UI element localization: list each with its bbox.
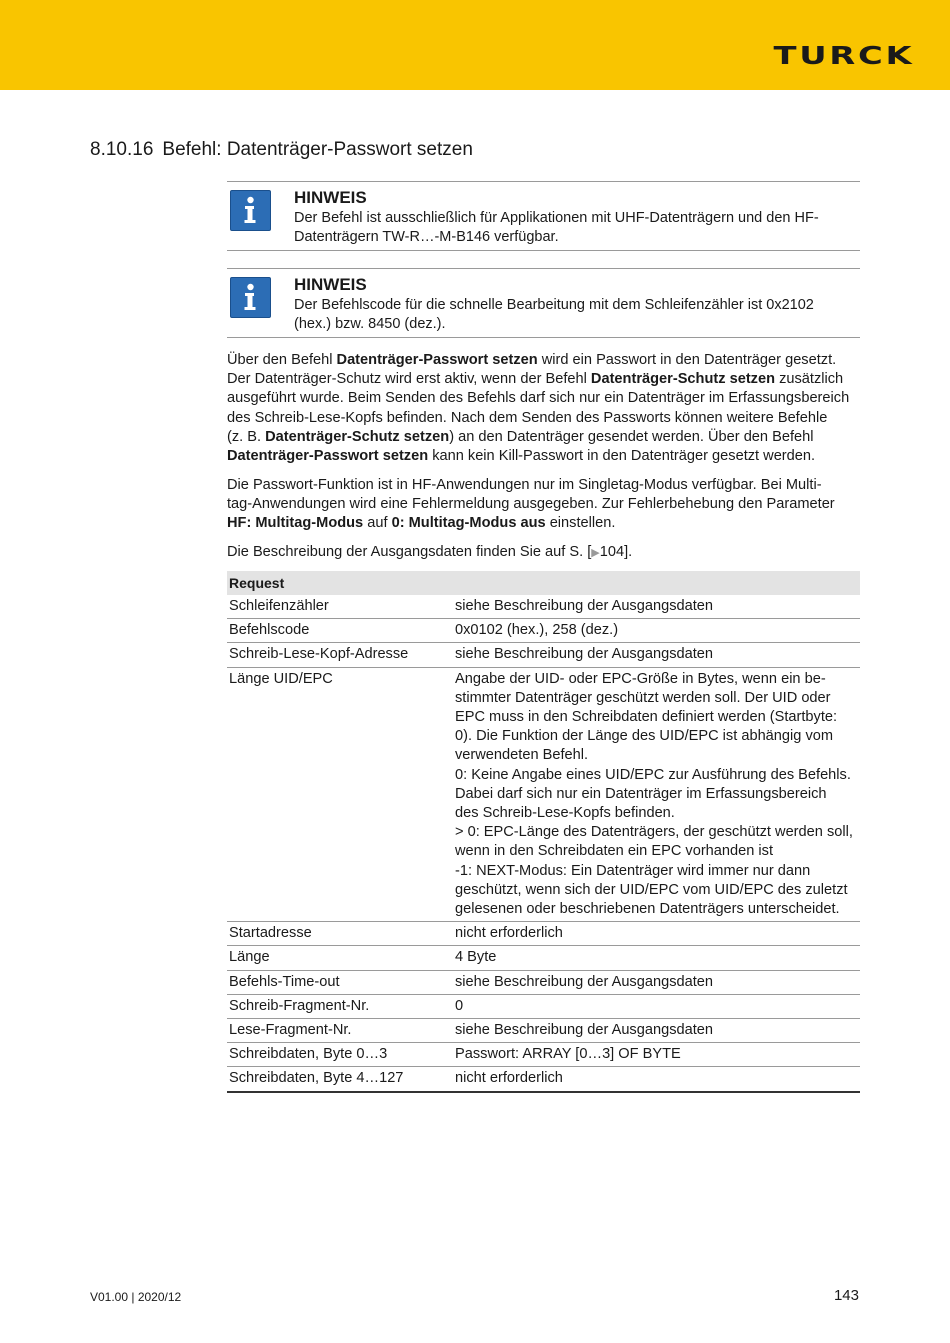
table-row: [227, 1019, 860, 1043]
description-line: siehe Beschreibung der Ausgangsdaten: [455, 973, 714, 990]
table-row: [227, 922, 860, 946]
section-heading: [90, 139, 473, 161]
description-line: wenn in den Schreibdaten ein EPC vorhanden ist: [455, 843, 774, 860]
row-parameter: Befehlscode: [227, 619, 455, 643]
page-ref-arrow-icon: ▶: [591, 547, 600, 559]
description-line: -1: NEXT-Modus: Ein Datenträger wird immer nur dann: [455, 862, 811, 879]
note-title: HINWEIS: [294, 275, 367, 294]
table-header-row: [227, 571, 860, 595]
para-line: ausgeführt wurde. Beim Senden des Befehls darf sich nur ein Datenträger im Erfassungsbereich: [227, 390, 850, 407]
info-icon: [230, 277, 271, 318]
row-description: [455, 667, 860, 922]
para-line: Der Datenträger-Schutz wird erst aktiv, wenn der Befehl Datenträger-Schutz setzen zusätzlich: [227, 371, 844, 388]
note-box-1: [227, 181, 860, 251]
info-icon: [230, 190, 271, 231]
description-line: verwendeten Befehl.: [455, 747, 589, 764]
note-text: [294, 296, 854, 334]
row-parameter: Befehls-Time-out: [227, 970, 455, 994]
row-description: [455, 643, 860, 667]
description-line: 0: Keine Angabe eines UID/EPC zur Ausführung des Befehls.: [455, 766, 851, 783]
turck-logo: TURCK: [773, 41, 914, 70]
footer-version: V01.00 | 2020/12: [90, 1290, 182, 1304]
row-parameter: Lese-Fragment-Nr.: [227, 1019, 455, 1043]
paragraph-2: [227, 476, 867, 534]
description-line: Passwort: ARRAY [0…3] OF BYTE: [455, 1046, 681, 1063]
section-title: Befehl: Datenträger-Passwort setzen: [162, 139, 473, 160]
note-line: Der Befehl ist ausschließlich für Applikationen mit UHF-Datenträgern und den HF-: [294, 210, 819, 226]
para-line: Datenträger-Passwort setzen kann kein Kill-Passwort in den Datenträger gesetzt werden.: [227, 448, 816, 465]
description-line: siehe Beschreibung der Ausgangsdaten: [455, 1022, 714, 1039]
description-line: nicht erforderlich: [455, 1070, 563, 1087]
header-bar: [0, 0, 950, 90]
description-line: siehe Beschreibung der Ausgangsdaten: [455, 646, 714, 663]
description-line: gelesenen oder beschriebenen Datenträgers unterscheidet.: [455, 901, 840, 918]
request-table: [227, 571, 860, 1093]
row-parameter: Schreibdaten, Byte 0…3: [227, 1043, 455, 1067]
table-row: [227, 667, 860, 922]
row-description: [455, 595, 860, 619]
para-line: Über den Befehl Datenträger-Passwort setzen wird ein Passwort in den Datenträger gesetzt.: [227, 352, 837, 368]
note-line: Der Befehlscode für die schnelle Bearbeitung mit dem Schleifenzähler ist 0x2102: [294, 297, 814, 313]
row-description: [455, 922, 860, 946]
row-description: [455, 970, 860, 994]
description-line: nicht erforderlich: [455, 925, 563, 942]
table-header: Request: [227, 571, 860, 595]
row-description: [455, 1067, 860, 1092]
description-line: 0: [455, 997, 464, 1014]
row-parameter: Startadresse: [227, 922, 455, 946]
row-parameter: Schreib-Fragment-Nr.: [227, 994, 455, 1018]
table-row: [227, 1043, 860, 1067]
description-line: EPC muss in den Schreibdaten definiert werden (Startbyte:: [455, 709, 838, 726]
table-row: [227, 619, 860, 643]
row-description: [455, 619, 860, 643]
row-description: [455, 1043, 860, 1067]
page-reference-link[interactable]: 104: [599, 544, 625, 560]
table-row: [227, 595, 860, 619]
row-description: [455, 946, 860, 970]
para-line: des Schreib-Lese-Kopfs befinden. Nach dem Senden des Passworts können weitere Befehle: [227, 409, 828, 426]
row-parameter: Schreib-Lese-Kopf-Adresse: [227, 643, 455, 667]
page-number: 143: [833, 1287, 859, 1304]
section-number: 8.10.16: [90, 139, 154, 160]
row-description: [455, 994, 860, 1018]
note-text: [294, 209, 854, 247]
note-line: Datenträgern TW-R…-M-B146 verfügbar.: [294, 229, 559, 245]
note-title: HINWEIS: [294, 188, 367, 207]
paragraph-3: Die Beschreibung der Ausgangsdaten finden Sie auf S. [▶104].: [227, 544, 633, 560]
description-line: 0). Die Funktion der Länge des UID/EPC ist abhängig vom: [455, 728, 834, 745]
row-parameter: Schreibdaten, Byte 4…127: [227, 1067, 455, 1092]
table-row: [227, 946, 860, 970]
table-row: [227, 970, 860, 994]
row-description: [455, 1019, 860, 1043]
para-line: Die Passwort-Funktion ist in HF-Anwendungen nur im Singletag-Modus verfügbar. Bei Multi-: [227, 477, 822, 493]
description-line: Angabe der UID- oder EPC-Größe in Bytes, wenn ein be-: [455, 670, 826, 687]
description-line: > 0: EPC-Länge des Datenträgers, der geschützt werden soll,: [455, 824, 853, 841]
description-line: stimmter Datenträger geschützt werden soll. Der UID oder: [455, 689, 831, 706]
para-line: tag-Anwendungen wird eine Fehlermeldung ausgegeben. Zur Fehlerbehebung den Parameter: [227, 496, 835, 513]
description-line: 0x0102 (hex.), 258 (dez.): [455, 622, 619, 639]
row-parameter: Länge: [227, 946, 455, 970]
para-line: (z. B. Datenträger-Schutz setzen) an den Datenträger gesendet werden. Über den Befehl: [227, 428, 814, 445]
note-line: (hex.) bzw. 8450 (dez.).: [294, 316, 446, 332]
description-line: siehe Beschreibung der Ausgangsdaten: [455, 598, 714, 614]
para-line: HF: Multitag-Modus auf 0: Multitag-Modus aus einstellen.: [227, 515, 616, 532]
description-line: Dabei darf sich nur ein Datenträger im Erfassungsbereich: [455, 785, 827, 802]
description-line: geschützt, wenn sich der UID/EPC vom UID/EPC des zuletzt: [455, 881, 848, 898]
description-line: 4 Byte: [455, 949, 497, 966]
row-parameter: Länge UID/EPC: [227, 667, 455, 922]
table-row: [227, 1067, 860, 1092]
row-parameter: Schleifenzähler: [227, 595, 455, 619]
table-row: [227, 643, 860, 667]
table-row: [227, 994, 860, 1018]
note-box-2: [227, 268, 860, 338]
description-line: des Schreib-Lese-Kopfs befinden.: [455, 805, 675, 822]
paragraph-1: [227, 351, 867, 466]
